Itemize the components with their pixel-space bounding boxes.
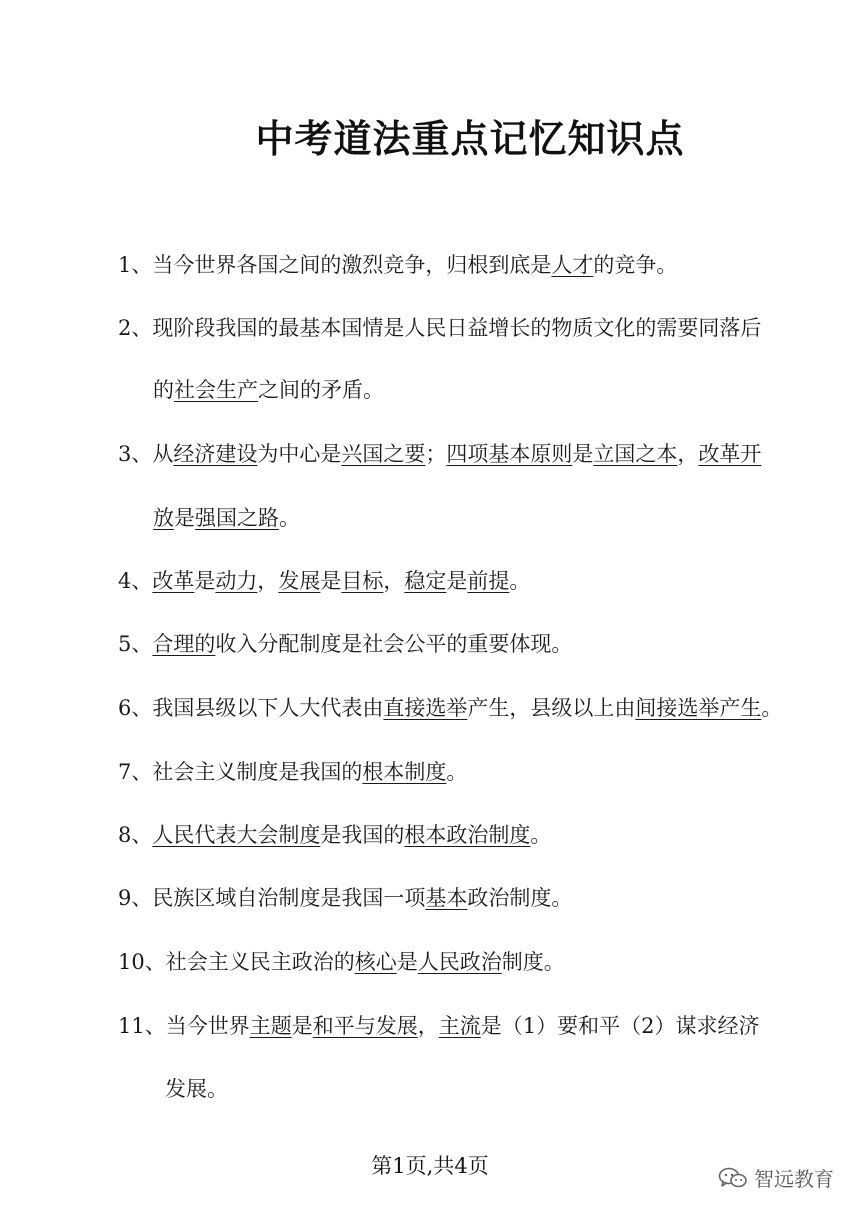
item-text: 当今世界各国之间的激烈竞争，归根到底是: [152, 253, 552, 277]
item-text: 发展。: [165, 1077, 228, 1101]
underlined-keyword: 基本: [425, 886, 468, 910]
item-text: 是: [396, 950, 418, 974]
list-item: [118, 440, 761, 468]
wechat-icon: [718, 1166, 748, 1190]
watermark: [718, 1163, 834, 1192]
item-text: 现阶段我国的最基本国情是人民日益增长的物质文化的需要同落后: [152, 316, 762, 340]
list-item: [118, 1012, 759, 1040]
underlined-keyword: 根本政治制度: [404, 823, 531, 847]
item-text: ，: [677, 442, 699, 466]
item-text: ，: [417, 1014, 439, 1038]
underlined-keyword: 主题: [249, 1014, 292, 1038]
item-number: 9、: [118, 886, 153, 910]
item-text: 收入分配制度是社会公平的重要体现。: [215, 632, 573, 656]
item-text: ；: [425, 442, 447, 466]
underlined-keyword: 直接选举: [383, 696, 468, 720]
item-number: 4、: [118, 569, 153, 593]
underlined-keyword: 动力: [215, 569, 258, 593]
underlined-keyword: 改革: [152, 569, 195, 593]
underlined-keyword: 前提: [467, 569, 510, 593]
item-text: 。: [446, 760, 468, 784]
item-number: 2、: [118, 316, 153, 340]
underlined-keyword: 稳定: [404, 569, 447, 593]
item-text: 之间的矛盾。: [258, 378, 384, 402]
item-number: 8、: [118, 823, 153, 847]
underlined-keyword: 强国之路: [195, 506, 279, 530]
item-text: 我国县级以下人大代表由: [152, 696, 384, 720]
underlined-keyword: 四项基本原则: [446, 442, 573, 466]
item-text: 是: [174, 506, 195, 530]
item-text: 为中心是: [257, 442, 342, 466]
item-text: 制度。: [501, 950, 565, 974]
item-text: 政治制度。: [467, 886, 573, 910]
item-text: 的: [153, 378, 174, 402]
item-text: 。: [530, 823, 552, 847]
underlined-keyword: 目标: [341, 569, 384, 593]
item-number: 10、: [118, 950, 166, 974]
underlined-keyword: 兴国之要: [341, 442, 426, 466]
item-text: 从: [152, 442, 174, 466]
underlined-keyword: 根本制度: [362, 760, 447, 784]
item-text: 的竞争。: [593, 253, 678, 277]
item-text: ，: [383, 569, 405, 593]
underlined-keyword: 人才: [551, 253, 594, 277]
item-text: 是: [320, 569, 342, 593]
underlined-keyword: 经济建设: [173, 442, 258, 466]
list-item: [118, 567, 530, 595]
list-item: [118, 821, 551, 849]
underlined-keyword: 合理的: [152, 632, 216, 656]
item-text: 民族区域自治制度是我国一项: [152, 886, 426, 910]
item-text: 。: [279, 506, 300, 530]
list-item: [118, 884, 572, 912]
item-number: 7、: [118, 760, 153, 784]
underlined-keyword: 人民代表大会制度: [152, 823, 321, 847]
item-number: 1、: [118, 253, 153, 277]
item-text: 是: [194, 569, 216, 593]
underlined-keyword: 主流: [438, 1014, 481, 1038]
underlined-keyword: 和平与发展: [312, 1014, 418, 1038]
item-text: 是: [291, 1014, 313, 1038]
list-item: [118, 630, 572, 658]
item-number: 6、: [118, 696, 153, 720]
list-item: [118, 314, 761, 342]
underlined-keyword: 人民政治: [417, 950, 502, 974]
underlined-keyword: 发展: [278, 569, 321, 593]
underlined-keyword: 间接选举产生: [635, 696, 762, 720]
item-text: 。: [509, 569, 531, 593]
underlined-keyword: 放: [153, 506, 174, 530]
list-item-continuation: [165, 1075, 228, 1103]
list-item: [118, 251, 677, 279]
item-text: 当今世界: [165, 1014, 250, 1038]
item-number: 3、: [118, 442, 153, 466]
item-text: ，: [257, 569, 279, 593]
item-text: 是（1）要和平（2）谋求经济: [480, 1014, 760, 1038]
item-text: 产生，县级以上由: [467, 696, 636, 720]
list-item: [118, 758, 467, 786]
item-number: 5、: [118, 632, 153, 656]
item-text: 社会主义民主政治的: [165, 950, 355, 974]
page-title: 中考道法重点记忆知识点: [255, 117, 685, 161]
list-item-continuation: [153, 504, 300, 532]
page-number: 第1页,共4页: [371, 1154, 489, 1178]
item-text: 是: [572, 442, 594, 466]
item-text: 社会主义制度是我国的: [152, 760, 363, 784]
underlined-keyword: 核心: [354, 950, 397, 974]
underlined-keyword: 立国之本: [593, 442, 678, 466]
item-number: 11、: [118, 1014, 166, 1038]
underlined-keyword: 社会生产: [174, 378, 258, 402]
list-item: [118, 948, 565, 976]
list-item: [118, 694, 782, 722]
list-item-continuation: [153, 376, 384, 404]
item-text: 。: [761, 696, 783, 720]
item-text: 是我国的: [320, 823, 405, 847]
underlined-keyword: 改革开: [698, 442, 762, 466]
item-text: 是: [446, 569, 468, 593]
watermark-text: 智远教育: [754, 1167, 834, 1191]
